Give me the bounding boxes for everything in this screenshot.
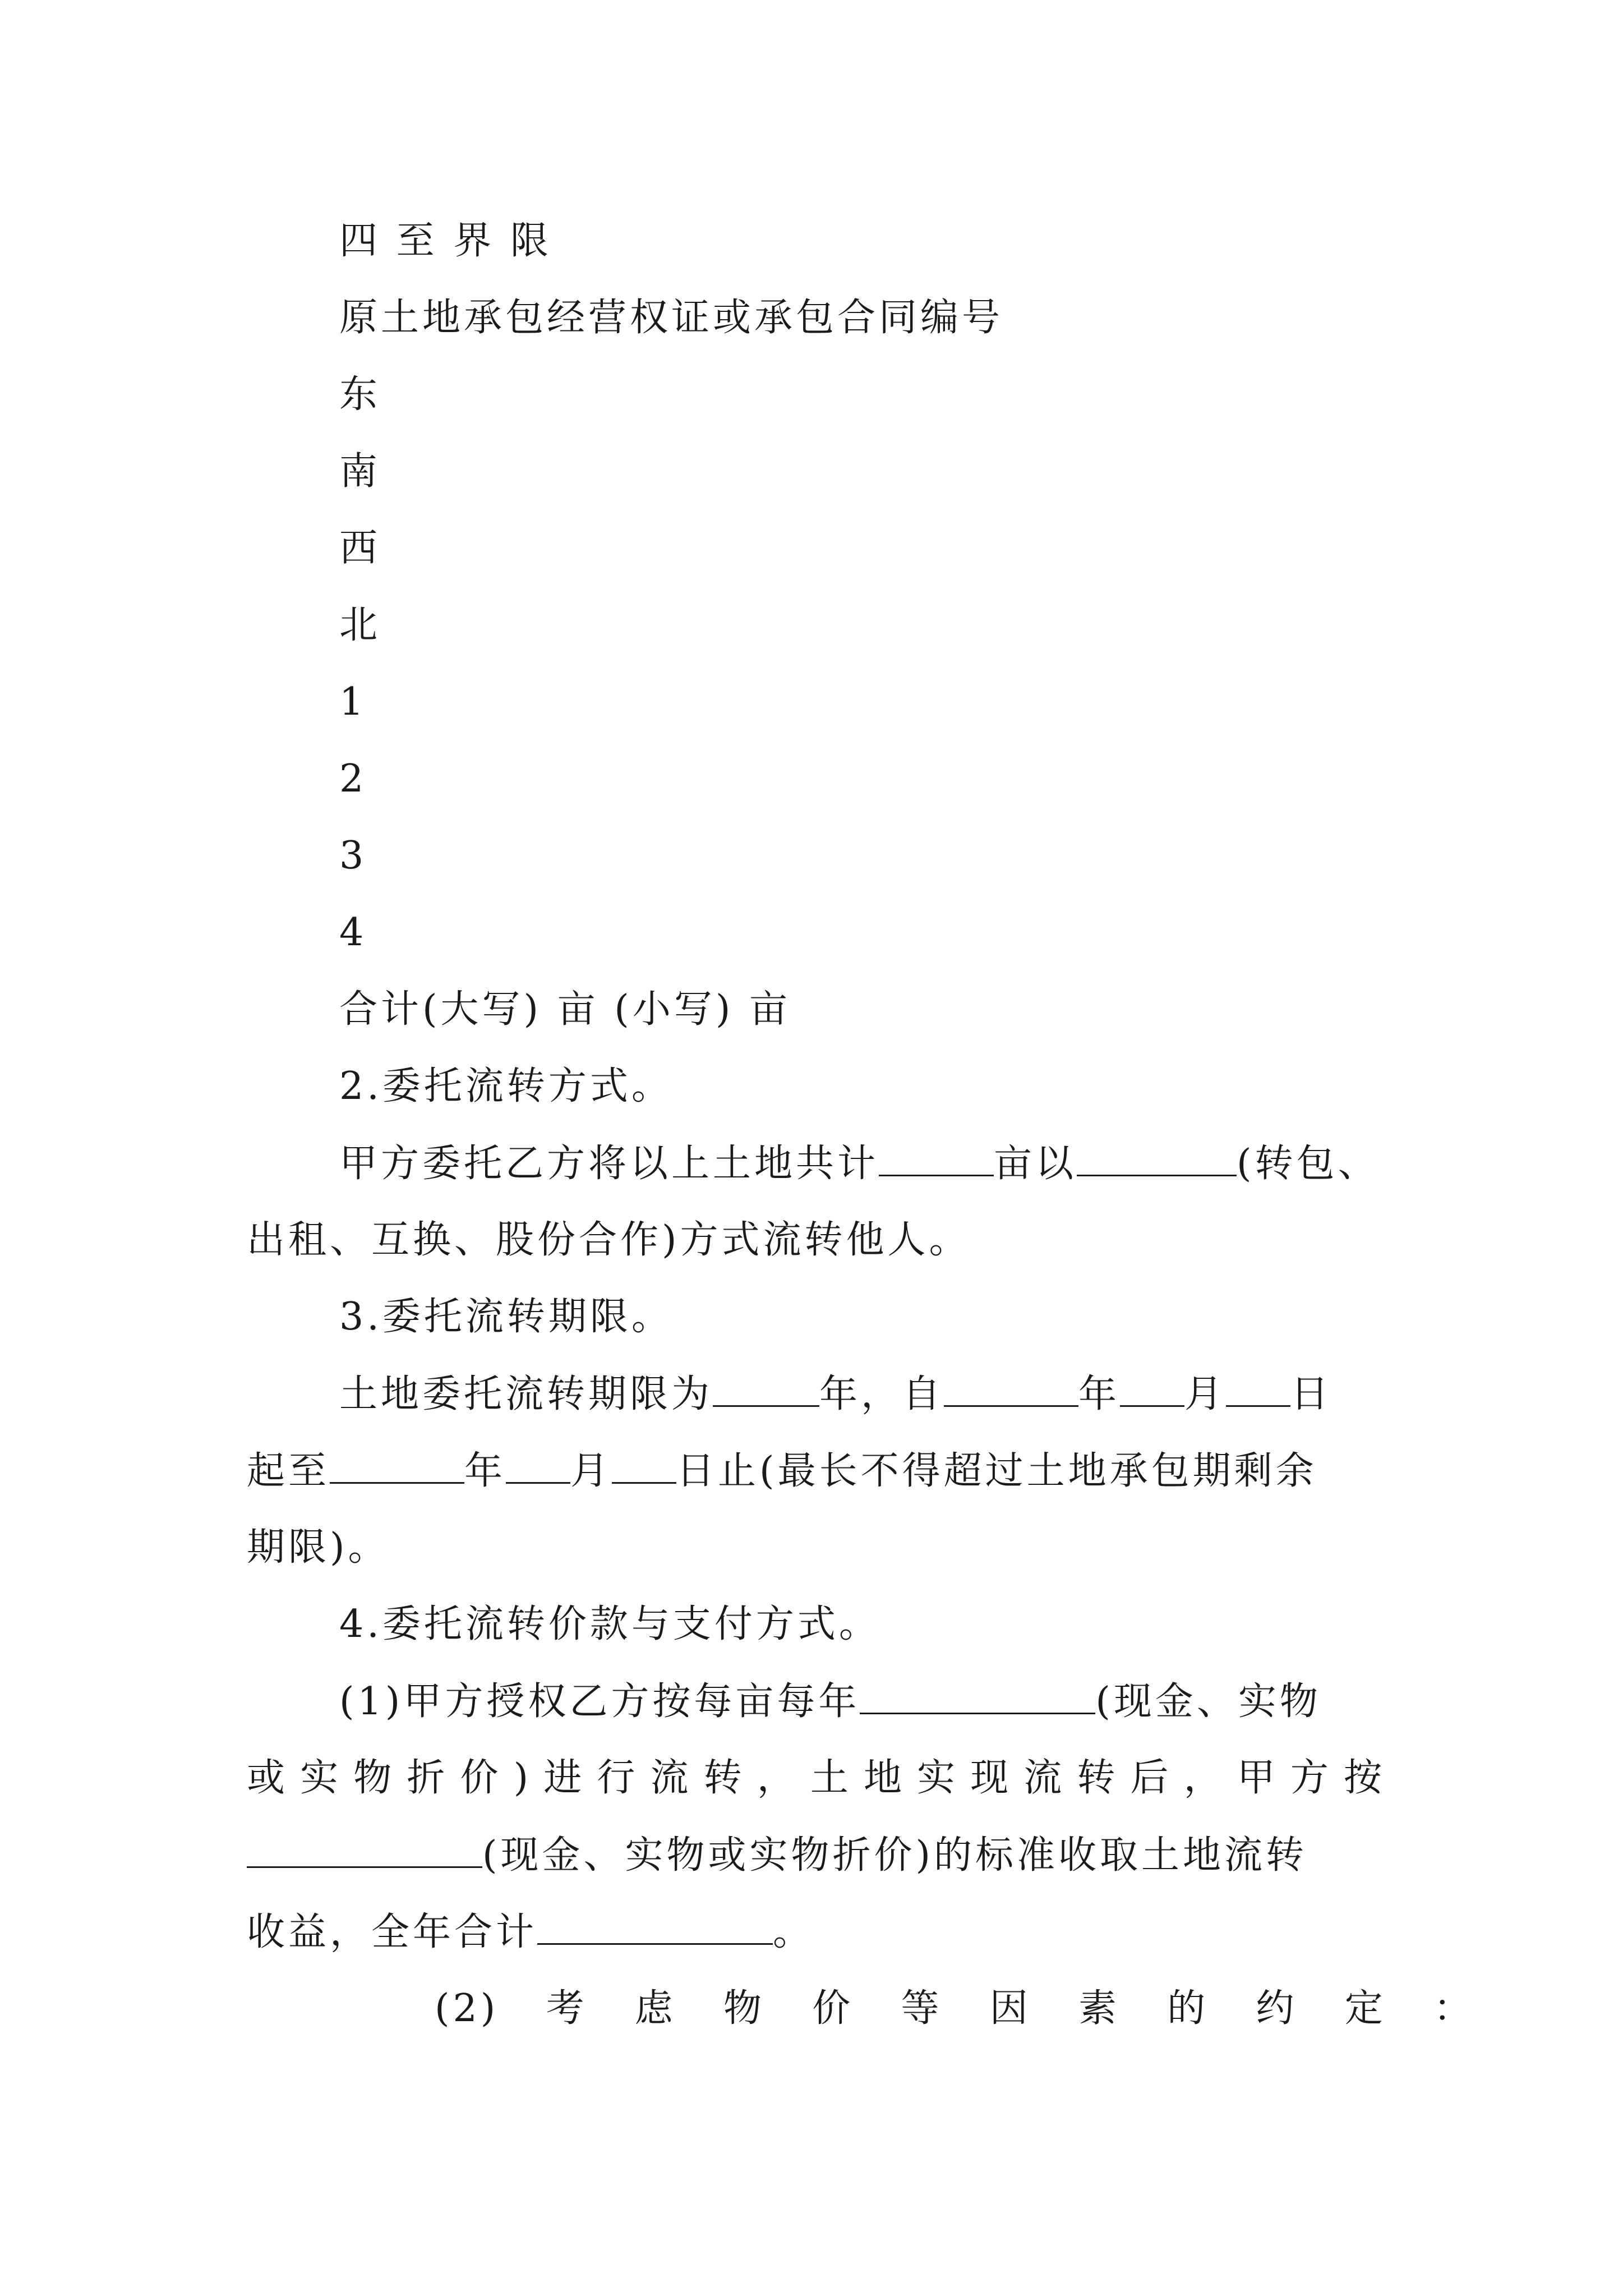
blank-field[interactable]: [247, 1833, 482, 1868]
blank-field[interactable]: [879, 1141, 994, 1176]
section-3-line-3: 期限)。: [247, 1525, 390, 1570]
total-area-line: 合计(大写) 亩 (小写) 亩: [339, 987, 791, 1032]
section-4-title: 4.委托流转价款与支付方式。: [339, 1602, 880, 1646]
blank-field[interactable]: [1226, 1372, 1290, 1407]
blank-field[interactable]: [537, 1910, 773, 1945]
text-segment: 月: [570, 1449, 612, 1493]
section-2-paragraph-line-2: 出租、互换、股份合作)方式流转他人。: [247, 1218, 971, 1262]
text-segment: (转包、: [1237, 1142, 1380, 1186]
blank-field[interactable]: [1077, 1141, 1237, 1176]
text-segment: 日: [1290, 1372, 1332, 1416]
blank-field[interactable]: [612, 1448, 676, 1484]
section-4-line-1: [339, 1679, 1321, 1724]
direction-west: 西: [339, 526, 381, 570]
section-3-line-1: [339, 1372, 1332, 1417]
section-4-line-3: [247, 1833, 1307, 1878]
section-4-line-2: 或实物折价)进行流转，土地实现流转后，甲方按: [247, 1756, 1385, 1800]
blank-field[interactable]: [330, 1448, 464, 1484]
blank-field[interactable]: [1120, 1372, 1184, 1407]
section-2-title: 2.委托流转方式。: [339, 1064, 673, 1108]
row-number-4: 4: [339, 910, 367, 955]
section-3-title: 3.委托流转期限。: [339, 1295, 673, 1339]
text-segment: (现金、实物: [1095, 1680, 1321, 1724]
text-segment: 年: [464, 1449, 506, 1493]
text-segment: 。: [773, 1910, 815, 1954]
text-segment: 年: [1078, 1372, 1121, 1416]
direction-south: 南: [339, 449, 381, 494]
blank-field[interactable]: [713, 1372, 819, 1407]
text-segment: 起至: [247, 1449, 330, 1493]
contract-number-label: 原土地承包经营权证或承包合同编号: [339, 296, 1004, 340]
section-2-paragraph-line-1: [339, 1141, 1380, 1186]
section-4-line-4: [247, 1910, 814, 1955]
text-segment: 日止(最长不得超过土地承包期剩余: [676, 1449, 1317, 1493]
row-number-1: 1: [339, 680, 367, 724]
direction-north: 北: [339, 603, 381, 647]
row-number-2: 2: [339, 757, 367, 801]
section-3-line-2: [247, 1448, 1317, 1494]
text-segment: 月: [1184, 1372, 1227, 1416]
direction-east: 东: [339, 372, 381, 417]
row-number-3: 3: [339, 834, 367, 878]
text-segment: (现金、实物或实物折价)的标准收取土地流转: [482, 1833, 1308, 1878]
text-segment: 年，自: [819, 1372, 944, 1416]
blank-field[interactable]: [860, 1679, 1095, 1714]
blank-field[interactable]: [944, 1372, 1078, 1407]
text-segment: 收益，全年合计: [247, 1910, 538, 1954]
text-segment: (1)甲方授权乙方按每亩每年: [339, 1680, 860, 1724]
text-segment: 甲方委托乙方将以上土地共计: [339, 1142, 879, 1186]
blank-field[interactable]: [506, 1448, 570, 1484]
text-segment: 土地委托流转期限为: [339, 1372, 713, 1416]
section-4-line-5: (2)考虑物价等因素的约定：: [435, 1986, 1475, 2031]
boundaries-heading: 四 至 界 限: [339, 219, 552, 263]
text-segment: 亩以: [994, 1142, 1077, 1186]
